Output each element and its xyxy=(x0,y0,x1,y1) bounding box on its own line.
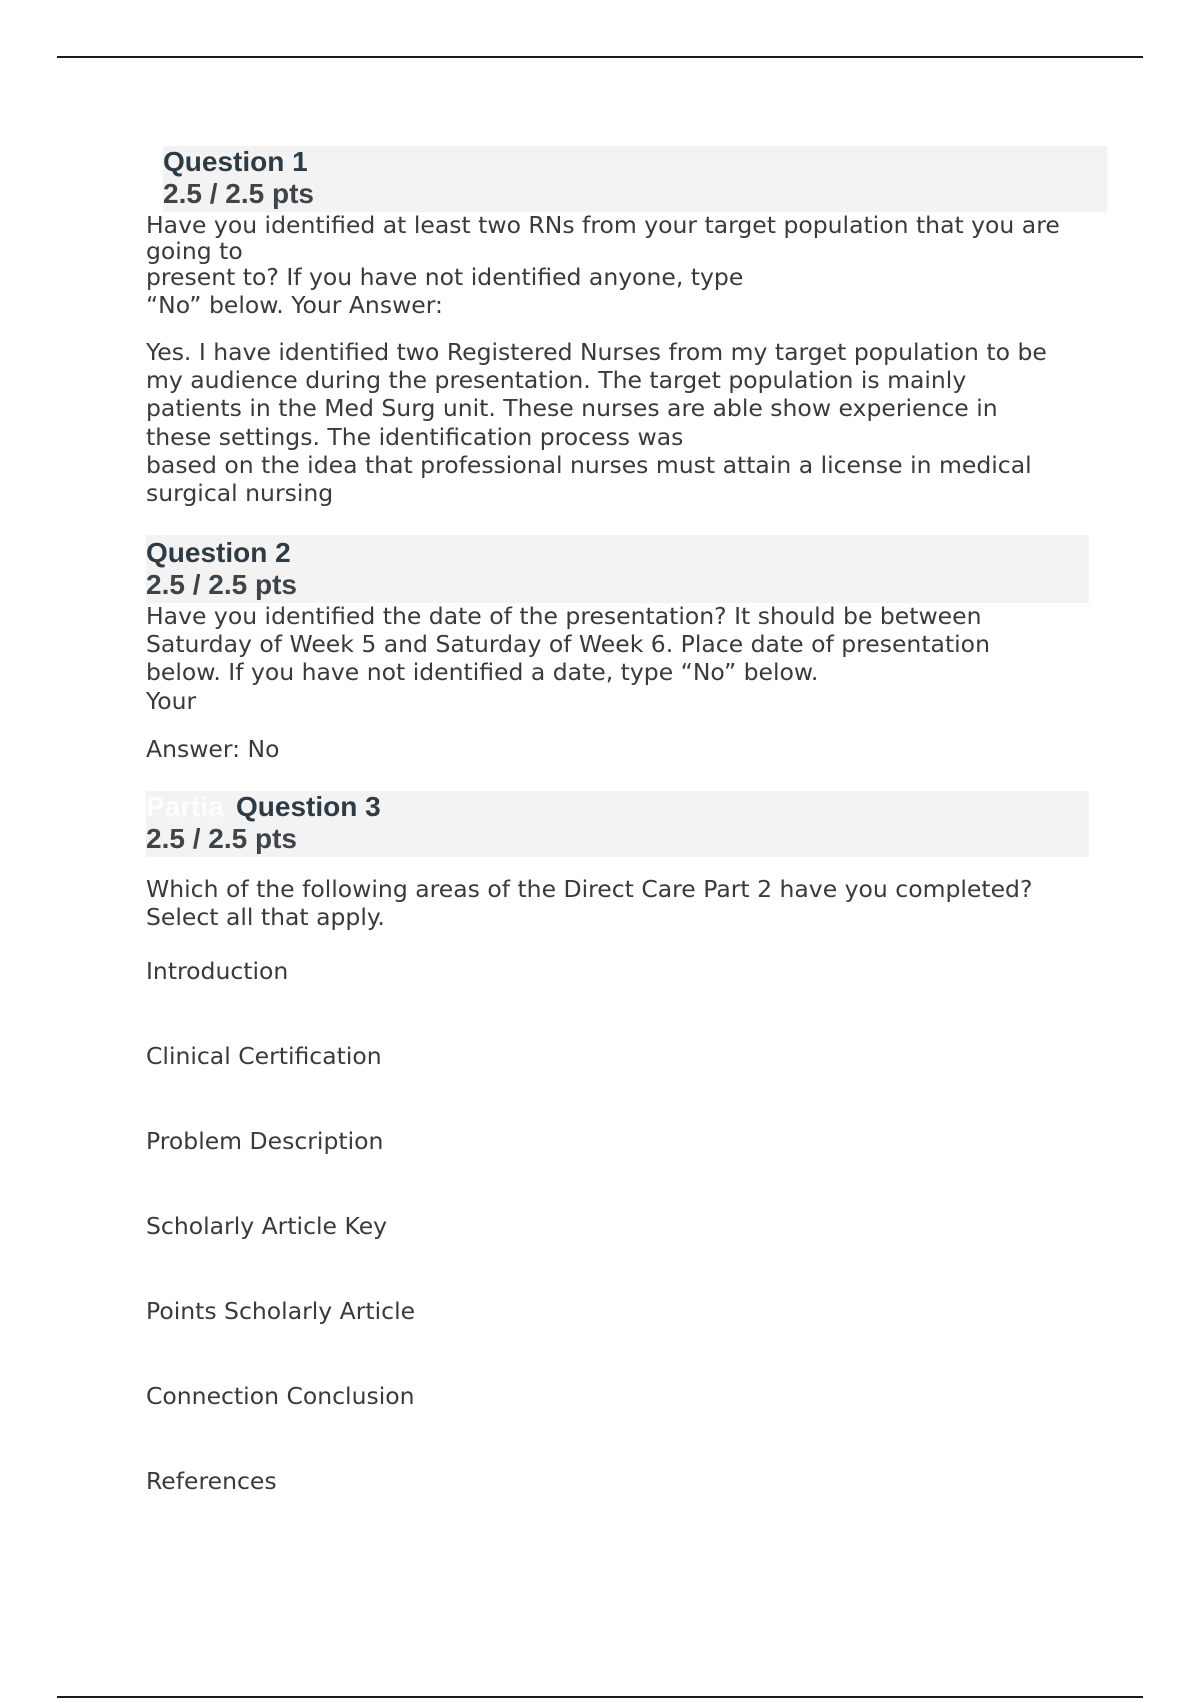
answer-line: Answer: No xyxy=(146,735,280,763)
question-1-title: Question 1 xyxy=(163,146,308,177)
question-1-points: 2.5 / 2.5 pts xyxy=(163,178,314,209)
question-2-header xyxy=(146,535,1089,603)
answer-option[interactable]: Connection Conclusion xyxy=(146,1382,415,1410)
prompt-line: “No” below. Your Answer: xyxy=(146,291,443,320)
question-3-points: 2.5 / 2.5 pts xyxy=(146,823,297,854)
prompt-line: going to xyxy=(146,237,243,266)
answer-line: surgical nursing xyxy=(146,479,334,508)
prompt-line: present to? If you have not identified anyone, type xyxy=(146,263,744,292)
answer-option[interactable]: References xyxy=(146,1467,277,1495)
answer-line: my audience during the presentation. The target population is mainly xyxy=(146,366,967,395)
prompt-line: Have you identified the date of the presentation? It should be between xyxy=(146,602,982,630)
prompt-line: Saturday of Week 5 and Saturday of Week 6. Place date of presentation xyxy=(146,630,990,659)
answer-line: Yes. I have identified two Registered Nurses from my target population to be xyxy=(146,338,1047,366)
question-2-prompt xyxy=(146,602,1106,715)
question-3-prompt xyxy=(146,875,1106,931)
answer-option[interactable]: Scholarly Article Key xyxy=(146,1212,388,1240)
partial-credit-label: Partia xyxy=(146,791,224,822)
answer-line: patients in the Med Surg unit. These nurses are able show experience in xyxy=(146,394,998,423)
question-1-prompt xyxy=(146,211,1106,320)
question-1-answer xyxy=(146,338,1106,507)
question-2-answer xyxy=(146,735,1106,763)
answer-option[interactable]: Introduction xyxy=(146,957,289,985)
prompt-line: below. If you have not identified a date, type “No” below. xyxy=(146,658,819,687)
prompt-line: Select all that apply. xyxy=(146,903,385,932)
answer-option[interactable]: Points Scholarly Article xyxy=(146,1297,416,1325)
question-3-title: Question 3 xyxy=(236,791,381,822)
question-1-header xyxy=(163,146,1107,212)
question-2-title: Question 2 xyxy=(146,537,291,568)
top-rule xyxy=(57,56,1143,58)
question-2-points: 2.5 / 2.5 pts xyxy=(146,569,297,600)
prompt-line: Your xyxy=(146,686,197,715)
prompt-line: Which of the following areas of the Direct Care Part 2 have you completed? xyxy=(146,875,1033,903)
answer-line: these settings. The identification process was xyxy=(146,422,684,451)
answer-line: based on the idea that professional nurses must attain a license in medical xyxy=(146,450,1032,479)
question-3-header xyxy=(146,791,1089,857)
bottom-rule xyxy=(57,1696,1143,1698)
prompt-line: Have you identified at least two RNs from your target population that you are xyxy=(146,211,1060,239)
answer-option[interactable]: Clinical Certification xyxy=(146,1042,382,1070)
answer-option[interactable]: Problem Description xyxy=(146,1127,384,1155)
